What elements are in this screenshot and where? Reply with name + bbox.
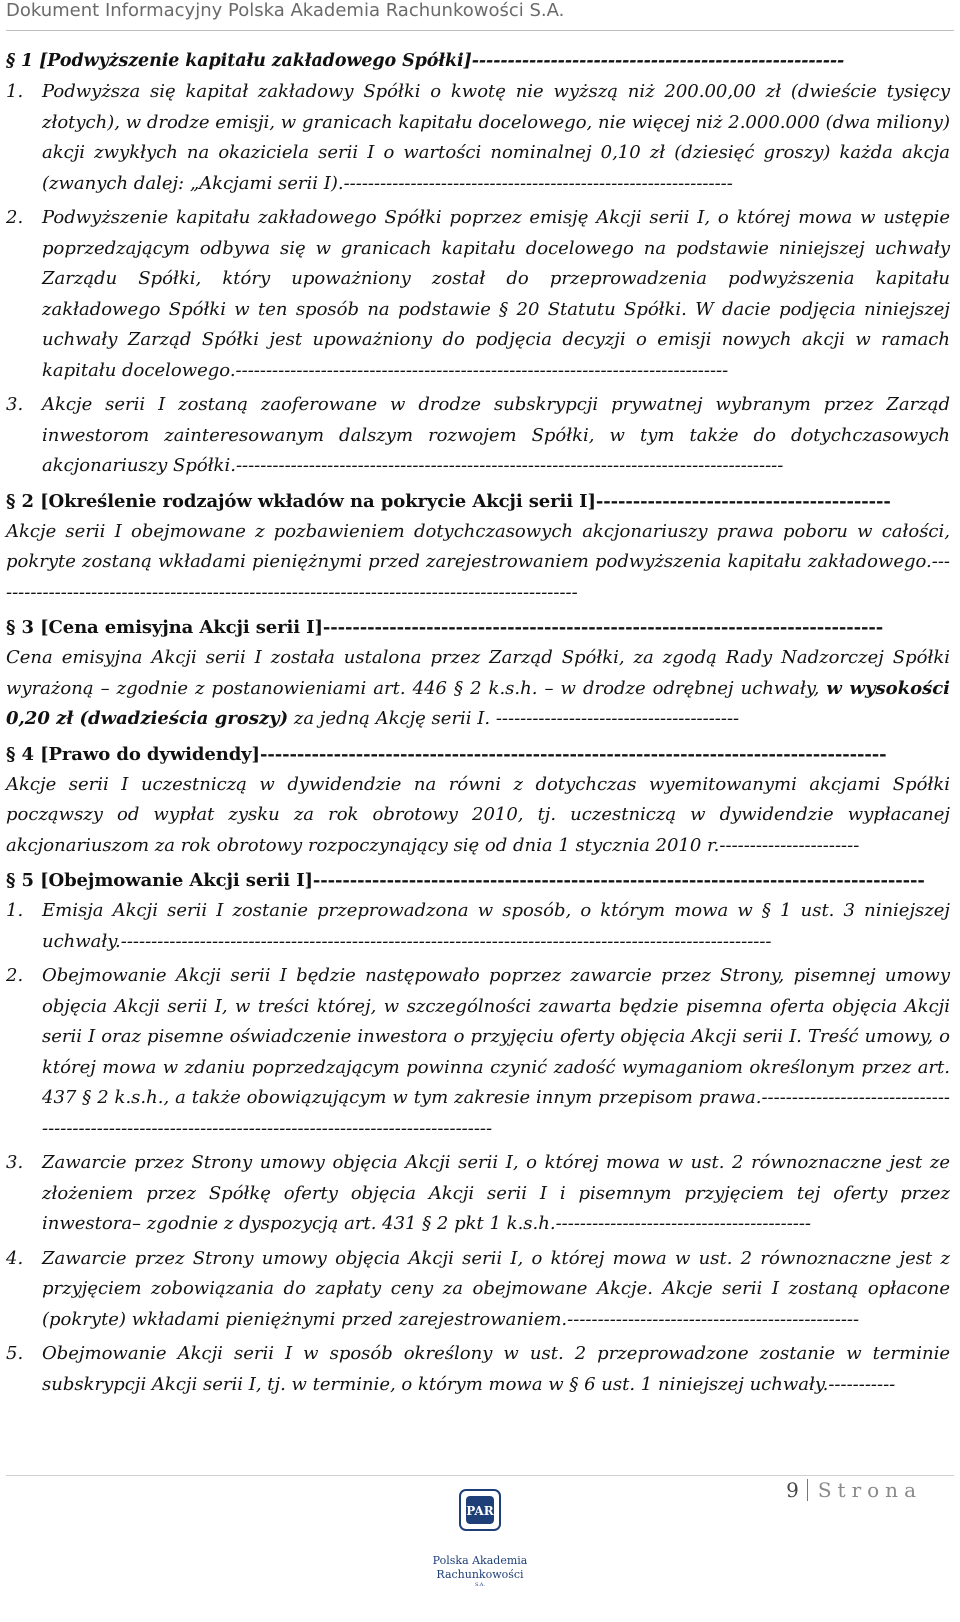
list-item (6, 77, 950, 199)
section-4-title: § 4 [Prawo do dywidendy]------------------------------------------------------------------------------------- (6, 743, 887, 765)
list-item-text: Emisja Akcji serii I zostanie przeprowadzona w sposób, o którym mowa w § 1 ust. 3 niniejszej uchwały.----------------------------------------------------------------------------------------------------------- (42, 900, 950, 952)
list-item-number: 1. (6, 900, 24, 921)
section-1-title: § 1 [Podwyższenie kapitału zakładowego Spółki]---------------------------------------------------- (6, 51, 845, 71)
section-3-title: § 3 [Cena emisyjna Akcji serii I]---------------------------------------------------------------------------- (6, 617, 884, 638)
section-3-paragraph-end: za jedną Akcję serii I. ---------------------------------------- (288, 708, 740, 729)
logo-line-1: Polska Akademia (432, 1554, 528, 1567)
header-title: Dokument Informacyjny Polska Akademia Rachunkowości S.A. (6, 0, 565, 21)
logo-mark-text: PAR (466, 1504, 494, 1518)
par-logo-icon (458, 1488, 502, 1532)
page-number-value: 9 (786, 1478, 799, 1502)
section-2-title: § 2 [Określenie rodzajów wkładów na pokrycie Akcji serii I]---------------------------------------- (6, 490, 891, 512)
list-item (6, 390, 950, 482)
page-header (6, 0, 954, 31)
logo-line-3: S.A. (474, 1582, 486, 1588)
section-2-paragraph: Akcje serii I obejmowane z pozbawieniem dotychczasowych akcjonariuszy prawa poboru w całości, pokryte zostaną wkładami pieniężnymi przed zarejestrowaniem podwyższenia kapitału zakładowego.------------------------------------------------------------------------------------------------- (6, 520, 950, 603)
list-item-text: Podwyższenie kapitału zakładowego Spółki poprzez emisję Akcji serii I, o której mowa w ustępie poprzedzającym odbywa się w granicach kapitału docelowego na podstawie niniejszej uchwały Zarządu Spółki, który upoważniony został do przeprowadzenia podwyższenia kapitału zakładowego Spółki w ten sposób na podstawie § 20 Statutu Spółki. W dacie podjęcia niniejszej uchwały Zarząd Spółki jest upoważniony do podjęcia decyzji o emisji nowych akcji w ramach kapitału docelowego.--------------------------------------------------------------------------------- (42, 207, 950, 381)
list-item (6, 961, 950, 1144)
list-item-number: 1. (6, 81, 24, 102)
list-item-text: Zawarcie przez Strony umowy objęcia Akcji serii I, o której mowa w ust. 2 równoznaczne jest z przyjęciem zobowiązania do zapłaty ceny za obejmowane Akcje. Akcje serii I zostaną opłacone (pokryte) wkładami pieniężnymi przed zarejestrowaniem.------------------------------------------------ (42, 1247, 950, 1330)
section-3-paragraph (6, 643, 950, 735)
list-item-text: Akcje serii I zostaną zaoferowane w drodze subskrypcji prywatnej wybranym przez Zarząd inwestorom zainteresowanym dalszym rozwojem Spółki, w tym także do dotychczasowych akcjonariuszy Spółki.------------------------------------------------------------------------------------------ (42, 394, 950, 476)
section-5-title: § 5 [Obejmowanie Akcji serii I]----------------------------------------------------------------------------------- (6, 870, 925, 891)
list-item (6, 1148, 950, 1240)
list-item (6, 203, 950, 386)
list-item-text: Zawarcie przez Strony umowy objęcia Akcji serii I, o której mowa w ust. 2 równoznaczne jest ze złożeniem przez Spółkę oferty objęcia Akcji serii I i pisemnym przyjęciem tej oferty przez inwestora– zgodnie z dyspozycją art. 431 § 2 pkt 1 k.s.h.------------------------------------------ (42, 1152, 950, 1234)
section-1-list (6, 77, 950, 482)
list-item-text: Podwyższa się kapitał zakładowy Spółki o kwotę nie wyższą niż 200.00,00 zł (dwieście tysięcy złotych), w drodze emisji, w granicach kapitału docelowego, nie więcej niż 2.000.000 (dwa miliony) akcji zwykłych na okaziciela serii I o wartości nominalnej 0,10 zł (dziesięć groszy) każda akcja (zwanych dalej: „Akcjami serii I).---------------------------------------------------------------- (42, 81, 950, 194)
company-logo (420, 1488, 540, 1622)
list-item-number: 5. (6, 1343, 24, 1364)
page-number (786, 1478, 922, 1502)
section-5-list (6, 896, 950, 1400)
list-item (6, 1339, 950, 1400)
list-item-number: 2. (6, 965, 24, 986)
page-number-separator (807, 1479, 808, 1501)
list-item-number: 4. (6, 1247, 24, 1269)
section-4-paragraph: Akcje serii I uczestniczą w dywidendzie na równi z dotychczas wyemitowanymi akcjami Spółki począwszy od wypłat zysku za rok obrotowy 2010, tj. uczestniczą w dywidendzie wypłacanej akcjonariuszom za rok obrotowy rozpoczynający się od dnia 1 stycznia 2010 r.----------------------- (6, 773, 950, 856)
list-item-text: Obejmowanie Akcji serii I będzie następowało poprzez zawarcie przez Strony, pisemnej umowy objęcia Akcji serii I, w treści której, w szczególności zawarta będzie pisemna oferta objęcia Akcji serii I oraz pisemne oświadczenie inwestora o przyjęciu oferty objęcia Akcji serii I. Treść umowy, o której mowa w zdaniu poprzedzającym powinna czynić zadość wymaganiom określonym przez art. 437 § 2 k.s.h., a także obowiązującym w tym zakresie innym przepisom prawa.--------------------------------------------------------------------------------------------------------- (42, 965, 950, 1139)
section-3-paragraph-start: Cena emisyjna Akcji serii I została ustalona przez Zarząd Spółki, za zgodą Rady Nadzorczej Spółki wyrażoną – zgodnie z postanowieniami art. 446 § 2 k.s.h. – w drodze odrębnej uchwały, (6, 647, 950, 699)
list-item-text: Obejmowanie Akcji serii I w sposób określony w ust. 2 przeprowadzone zostanie w terminie subskrypcji Akcji serii I, tj. w terminie, o którym mowa w § 6 ust. 1 niniejszej uchwały.----------- (42, 1343, 950, 1395)
section-3-price-emphasis: w wysokości 0,20 zł (dwadzieścia groszy) (6, 677, 951, 729)
logo-line-2: Rachunkowości (436, 1568, 524, 1581)
page-number-label: Strona (817, 1478, 922, 1502)
list-item-number: 2. (6, 207, 24, 228)
list-item (6, 896, 950, 957)
document-content (6, 46, 950, 1404)
footer-divider (6, 1475, 954, 1476)
list-item-number: 3. (6, 394, 24, 415)
list-item (6, 1244, 950, 1336)
list-item-number: 3. (6, 1152, 24, 1173)
